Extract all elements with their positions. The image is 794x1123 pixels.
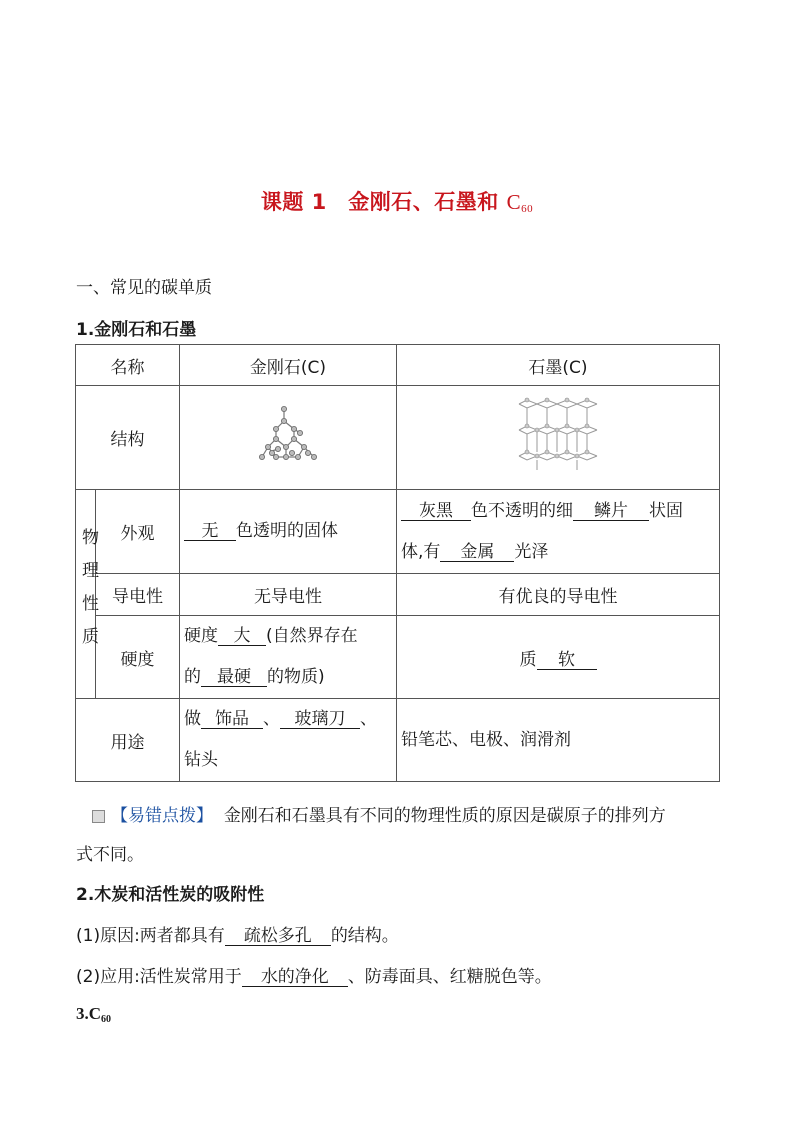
paragraph-reason: (1)原因:两者都具有 疏松多孔 的结构。: [76, 926, 399, 946]
diamond-structure-image: [180, 386, 397, 490]
header-name: 名称: [76, 345, 180, 386]
subsection-heading-2: 2.木炭和活性炭的吸附性: [76, 885, 265, 905]
note-text: 金刚石和石墨具有不同的物理性质的原因是碳原子的排列方: [223, 806, 666, 826]
graphite-lattice-icon: [515, 396, 601, 474]
row-label-use: 用途: [76, 699, 180, 782]
table-row: [76, 490, 720, 574]
blank-answer: 玻璃刀: [280, 710, 360, 729]
header-diamond: 金刚石(C): [180, 345, 397, 386]
row-label-conductivity: 导电性: [96, 574, 180, 616]
diamond-appearance: 无 色透明的固体: [180, 490, 397, 574]
graphite-structure-image: [397, 386, 720, 490]
comparison-table: [75, 344, 720, 782]
blank-answer: 无: [184, 522, 236, 541]
paragraph-application: (2)应用:活性炭常用于 水的净化 、防毒面具、红糖脱色等。: [76, 967, 552, 987]
blank-answer: 疏松多孔: [225, 927, 331, 946]
graphite-conductivity: 有优良的导电性: [397, 574, 720, 616]
row-label-structure: 结构: [76, 386, 180, 490]
note-icon: [92, 810, 105, 823]
blank-answer: 最硬: [201, 668, 267, 687]
graphite-hardness: 质 软: [397, 616, 720, 699]
row-label-appearance: 外观: [96, 490, 180, 574]
diamond-use: 做 饰品 、 玻璃刀 、 钻头: [180, 699, 397, 782]
row-label-hardness: 硬度: [96, 616, 180, 699]
note-tag: 【易错点拨】: [111, 806, 213, 826]
blank-answer: 饰品: [201, 710, 263, 729]
graphite-use: 铅笔芯、电极、润滑剂: [397, 699, 720, 782]
graphite-appearance: 灰黑 色不透明的细 鳞片 状固 体,有 金属 光泽: [397, 490, 720, 574]
table-row: [76, 345, 720, 386]
table-row: [76, 574, 720, 616]
subsection-heading-3: $3.C_{60}$: [76, 1004, 112, 1025]
table-row: [76, 616, 720, 699]
note-text-continued: 式不同。: [76, 845, 144, 865]
subsection-heading-1: 1.金刚石和石墨: [76, 320, 197, 340]
error-tip-note: [92, 798, 722, 834]
blank-answer: 金属: [440, 543, 514, 562]
diamond-conductivity: 无导电性: [180, 574, 397, 616]
header-graphite: 石墨(C): [397, 345, 720, 386]
blank-answer: 水的净化: [242, 968, 348, 987]
blank-answer: 软: [537, 651, 597, 670]
blank-answer: 大: [218, 627, 266, 646]
table-row: [76, 699, 720, 782]
blank-answer: 灰黑: [401, 502, 471, 521]
page-title: 课题 1 金刚石、石墨和 $C_{60}$: [260, 190, 534, 215]
section-heading-1: 一、常见的碳单质: [76, 278, 212, 298]
table-row: [76, 386, 720, 490]
diamond-lattice-icon: [248, 403, 328, 467]
diamond-hardness: 硬度 大 (自然界存在 的 最硬 的物质): [180, 616, 397, 699]
blank-answer: 鳞片: [573, 502, 649, 521]
physical-properties-label: 物理性质: [76, 490, 96, 699]
